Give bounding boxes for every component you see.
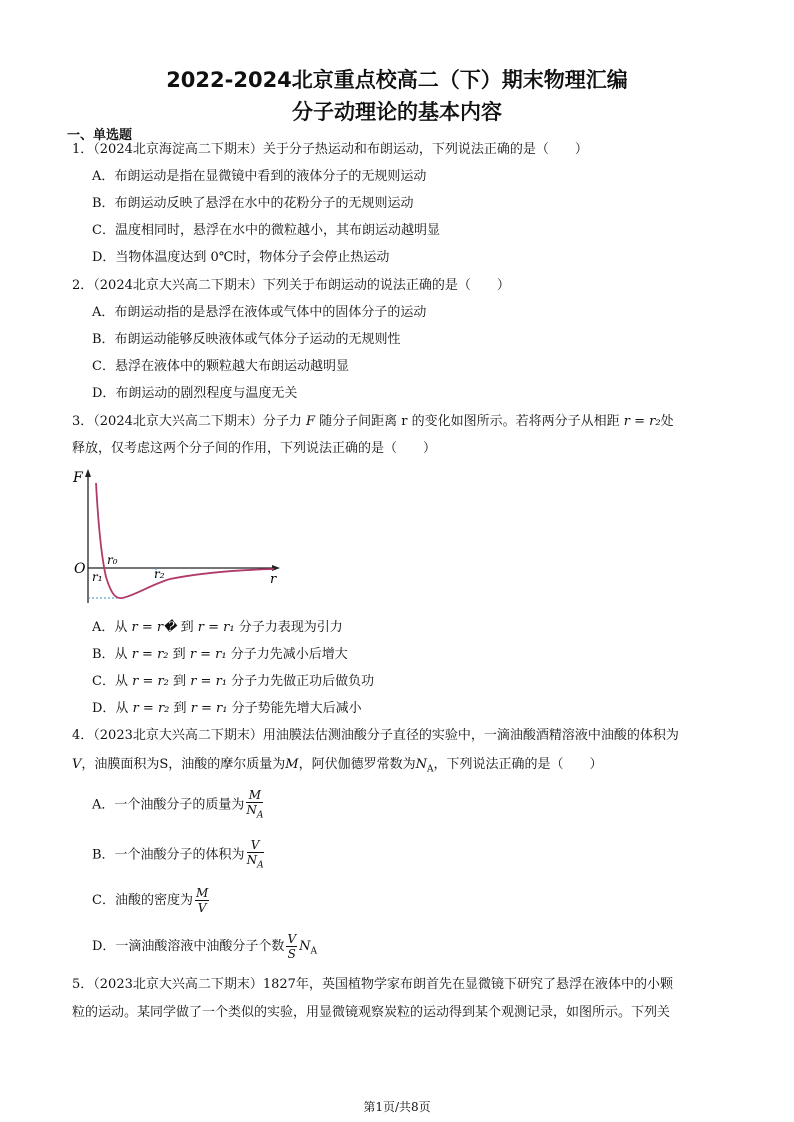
q3-option-d: D．从 r = r₂ 到 r = r₁ 分子势能先增大后减小 — [92, 701, 362, 716]
q3-stem-line2: 释放，仅考虑这两个分子间的作用，下列说法正确的是（ ） — [72, 441, 437, 456]
q1-option-b: B．布朗运动反映了悬浮在水中的花粉分子的无规则运动 — [92, 196, 414, 211]
q3-r-eq-r2: r = r₂ — [623, 414, 661, 429]
q3-F-symbol: F — [306, 414, 316, 429]
question-2-stem: 2．（2024北京大兴高二下期末）下列关于布朗运动的说法正确的是（ ） — [72, 278, 510, 293]
q3-option-c: C．从 r = r₂ 到 r = r₁ 分子力先做正功后做负功 — [92, 674, 375, 689]
q3-option-b: B．从 r = r₂ 到 r = r₁ 分子力先减小后增大 — [92, 647, 348, 662]
question-4-stem: 4．（2023北京大兴高二下期末）用油膜法估测油酸分子直径的实验中，一滴油酸酒精溶液中油酸的体积为 — [72, 728, 679, 743]
question-1-stem: 1．（2024北京海淀高二下期末）关于分子热运动和布朗运动，下列说法正确的是（ ） — [72, 142, 588, 157]
q3-option-a: A．从 r = r� 到 r = r₁ 分子力表现为引力 — [92, 620, 343, 635]
page-footer: 第1页/共8页 — [363, 1100, 431, 1114]
q3-stem-b: 随分子间距离 r 的变化如图所示。若将两分子从相距 — [319, 414, 620, 429]
q2-option-a: A．布朗运动指的是悬浮在液体或气体中的固体分子的运动 — [92, 305, 427, 320]
q4-option-d: D．一滴油酸溶液中油酸分子个数 $\frac{V}{S}$ $N_A$ — [92, 932, 317, 961]
fraction: $\frac{V}{N_A}$ — [246, 838, 264, 871]
q3-stem-c: 处 — [660, 414, 674, 429]
origin-label: O — [74, 561, 86, 577]
r-axis-label: r — [270, 572, 277, 587]
section-heading: 一、单选题 — [67, 128, 133, 143]
r0-label: r₀ — [107, 553, 118, 567]
q4-option-b: B．一个油酸分子的体积为 $\frac{V}{N_A}$ — [92, 838, 264, 871]
question-4-stem-line2: V，油膜面积为S，油酸的摩尔质量为M，阿伏伽德罗常数为$N_A$，下列说法正确的是（ ） — [72, 757, 603, 775]
r1-label: r₁ — [92, 570, 103, 584]
q2-option-d: D．布朗运动的剧烈程度与温度无关 — [92, 386, 298, 401]
q3-stem-a: 3．（2024北京大兴高二下期末）分子力 — [72, 414, 302, 429]
q4-option-c: C．油酸的密度为 $\frac{M}{V}$ — [92, 886, 209, 915]
x-axis-arrow — [272, 565, 280, 571]
q1-option-c: C．温度相同时，悬浮在水中的微粒越小，其布朗运动越明显 — [92, 223, 440, 238]
q4-option-a: A．一个油酸分子的质量为 $\frac{M}{N_A}$ — [92, 788, 264, 821]
force-curve — [96, 483, 274, 598]
page-subtitle: 分子动理论的基本内容 — [292, 100, 502, 124]
y-axis-arrow — [85, 469, 91, 477]
q2-option-b: B．布朗运动能够反映液体或气体分子运动的无规则性 — [92, 332, 401, 347]
fraction: $\frac{M}{V}$ — [195, 886, 209, 915]
q1-option-d: D．当物体温度达到 0℃时，物体分子会停止热运动 — [92, 250, 390, 265]
force-distance-graph — [70, 465, 290, 615]
page-title: 2022-2024北京重点校高二（下）期末物理汇编 — [166, 68, 628, 92]
question-5-stem: 5．（2023北京大兴高二下期末）1827年，英国植物学家布朗首先在显微镜下研究了悬浮在液体中的小颗 — [72, 977, 673, 992]
F-axis-label: F — [73, 470, 83, 486]
fraction: $\frac{V}{S}$ — [287, 932, 297, 961]
q1-option-a: A．布朗运动是指在显微镜中看到的液体分子的无规则运动 — [92, 169, 427, 184]
q2-option-c: C．悬浮在液体中的颗粒越大布朗运动越明显 — [92, 359, 349, 374]
fraction: $\frac{M}{N_A}$ — [246, 788, 264, 821]
question-3-stem — [72, 414, 674, 430]
question-5-stem-line2: 粒的运动。某同学做了一个类似的实验，用显微镜观察炭粒的运动得到某个观测记录，如图所示。下列关 — [72, 1005, 671, 1020]
r2-label: r₂ — [154, 567, 165, 581]
